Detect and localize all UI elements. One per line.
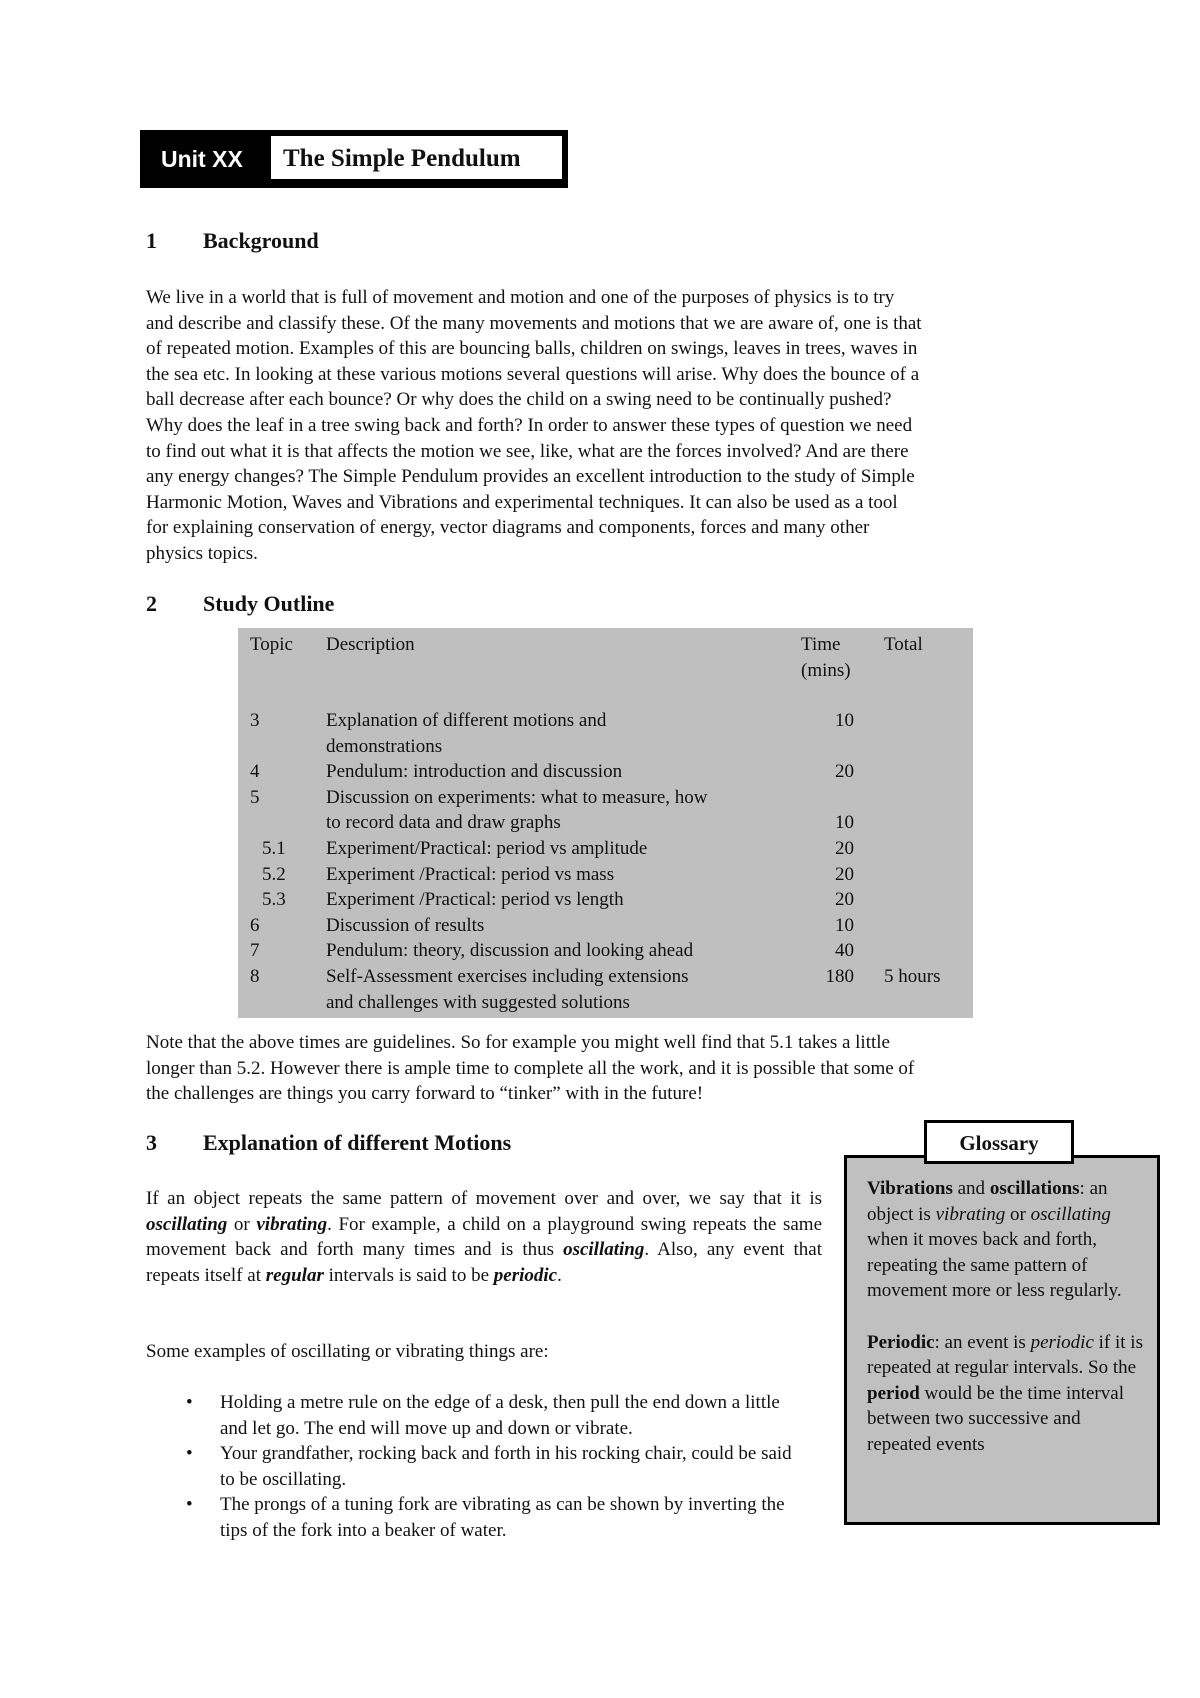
column-header-description: Description [326,634,415,655]
text-line: We live in a world that is full of movement and motion and one of the purposes of physics is to try [146,287,895,308]
text-line: Harmonic Motion, Waves and Vibrations and experimental techniques. It can also be used as a tool [146,491,898,513]
row-description: Pendulum: introduction and discussion [326,761,623,783]
glossary-entries [867,1176,1147,1458]
row-topic: 7 [250,940,260,962]
row-description: Explanation of different motions and [326,710,607,731]
row-time: 40 [835,940,854,962]
row-description: demonstrations [326,735,443,757]
row-description: Pendulum: theory, discussion and looking ahead [326,940,694,962]
row-total: 5 hours [884,966,941,987]
list-item-text: Holding a metre rule on the edge of a desk, then pull the end down a little and let go. The end will move up and down or vibrate. [220,1392,780,1439]
examples-lead: Some examples of oscillating or vibrating things are: [146,1341,549,1362]
row-topic: 5.2 [262,863,286,885]
term-oscillating: oscillating [146,1213,228,1235]
list-item [146,1492,806,1543]
section-number: 1 [146,228,157,253]
header-line: Time [801,634,841,655]
glossary-title: Glossary [924,1120,1074,1164]
section-title: Explanation of different Motions [203,1130,512,1155]
row-description: Experiment /Practical: period vs length [326,889,624,911]
row-time: 20 [835,889,854,911]
list-item [146,1390,806,1441]
text-line: the sea etc. In looking at these various motions several questions will arise. Why does the bounce of a [146,363,920,385]
row-time: 20 [835,761,854,783]
italic-term: oscillating [1030,1203,1111,1225]
text-run: or [227,1213,257,1235]
text-run: . [557,1264,562,1286]
term-regular: regular [265,1264,324,1286]
text-run: . Also, any event that repeats itself at [146,1239,823,1286]
text-run: . For example, a child on a playground swing repeats the same movement back and forth many times and is thus [146,1213,823,1261]
row-time: 20 [835,863,854,885]
text-run: would be the time interval between two successive and repeated events [867,1382,1124,1455]
row-description: Self-Assessment exercises including extensions [326,966,689,987]
list-item-text: Your grandfather, rocking back and forth in his rocking chair, could be said to be oscillating. [220,1443,792,1490]
unit-label: Unit XX [161,146,243,172]
motion-intro-paragraph [146,1186,822,1288]
text-line: Why does the leaf in a tree swing back and forth? In order to answer these types of question we need [146,414,913,436]
bullet-icon: • [186,1443,193,1465]
glossary-term: period [867,1382,920,1404]
list-item-text: The prongs of a tuning fork are vibrating as can be shown by inverting the tips of the fork into a beaker of water. [220,1494,785,1541]
section-number: 3 [146,1130,157,1155]
text-run: or [1005,1203,1031,1225]
page-title: The Simple Pendulum [271,136,562,179]
text-line: ball decrease after each bounce? Or why does the child on a swing need to be continually pushed? [146,389,892,411]
text-line: and describe and classify these. Of the many movements and motions that we are aware of, one is that [146,312,922,334]
glossary-box [844,1155,1160,1525]
row-topic: 5.1 [262,838,286,859]
timing-note [146,1030,1066,1107]
text-line: physics topics. [146,542,258,564]
text-line: Note that the above times are guidelines. So for example you might well find that 5.1 takes a little [146,1032,890,1053]
row-description: Experiment/Practical: period vs amplitude [326,838,648,859]
row-topic: 4 [250,761,260,783]
row-description: to record data and draw graphs [326,812,561,834]
row-topic: 6 [250,914,260,936]
row-time: 10 [835,914,854,936]
text-run: : an event is [934,1331,1031,1353]
row-time: 180 [825,966,854,987]
examples-list [146,1390,806,1544]
text-line: longer than 5.2. However there is ample time to complete all the work, and it is possible that some of [146,1057,915,1079]
text-run: : an object is [867,1178,1108,1225]
bullet-icon: • [186,1494,193,1516]
term-periodic: periodic [493,1264,558,1286]
glossary-term: Vibrations [867,1178,953,1199]
column-header-time [801,632,851,683]
text-line: of repeated motion. Examples of this are bouncing balls, children on swings, leaves in trees, waves in [146,338,918,360]
row-time: 20 [835,838,854,859]
row-time: 10 [835,812,854,834]
background-paragraph [146,285,1066,567]
section-1-heading [146,228,319,254]
text-line: any energy changes? The Simple Pendulum provides an excellent introduction to the study of Simple [146,466,915,488]
row-time: 10 [835,710,854,731]
glossary-term: oscillations [989,1178,1080,1199]
row-description: Discussion on experiments: what to measure, how [326,786,708,808]
section-number: 2 [146,591,157,616]
row-description: Discussion of results [326,914,485,936]
text-run: if it is repeated at regular intervals. So the [867,1331,1143,1379]
study-outline-table [238,628,973,1018]
row-description: and challenges with suggested solutions [326,991,630,1013]
text-line: the challenges are things you carry forward to “tinker” with in the future! [146,1083,704,1105]
text-run: and [952,1178,990,1199]
section-2-heading [146,591,334,617]
row-description: Experiment /Practical: period vs mass [326,863,615,885]
italic-term: vibrating [935,1203,1006,1225]
bullet-icon: • [186,1392,193,1413]
text-run: when it moves back and forth, repeating the same pattern of movement more or less regularly. [867,1229,1122,1302]
row-topic: 5.3 [262,889,286,911]
section-3-heading [146,1130,511,1156]
text-line: to find out what it is that affects the motion we see, like, what are the forces involved? And are there [146,440,909,462]
section-title: Study Outline [203,591,335,616]
italic-term: periodic [1030,1331,1094,1353]
list-item [146,1441,806,1492]
column-header-total: Total [884,634,923,655]
text-run: intervals is said to be [323,1264,494,1286]
row-topic: 3 [250,710,260,731]
unit-title-block [140,130,568,188]
row-topic: 5 [250,786,260,808]
term-vibrating: vibrating [256,1213,328,1235]
text-run: If an object repeats the same pattern of movement over and over, we say that it is [146,1188,822,1209]
term-oscillating: oscillating [563,1239,645,1261]
column-header-topic: Topic [250,634,293,655]
glossary-term: Periodic [867,1331,935,1353]
section-title: Background [203,228,319,253]
header-line: (mins) [801,659,851,681]
row-topic: 8 [250,966,260,987]
text-line: for explaining conservation of energy, vector diagrams and components, forces and many other [146,517,870,539]
